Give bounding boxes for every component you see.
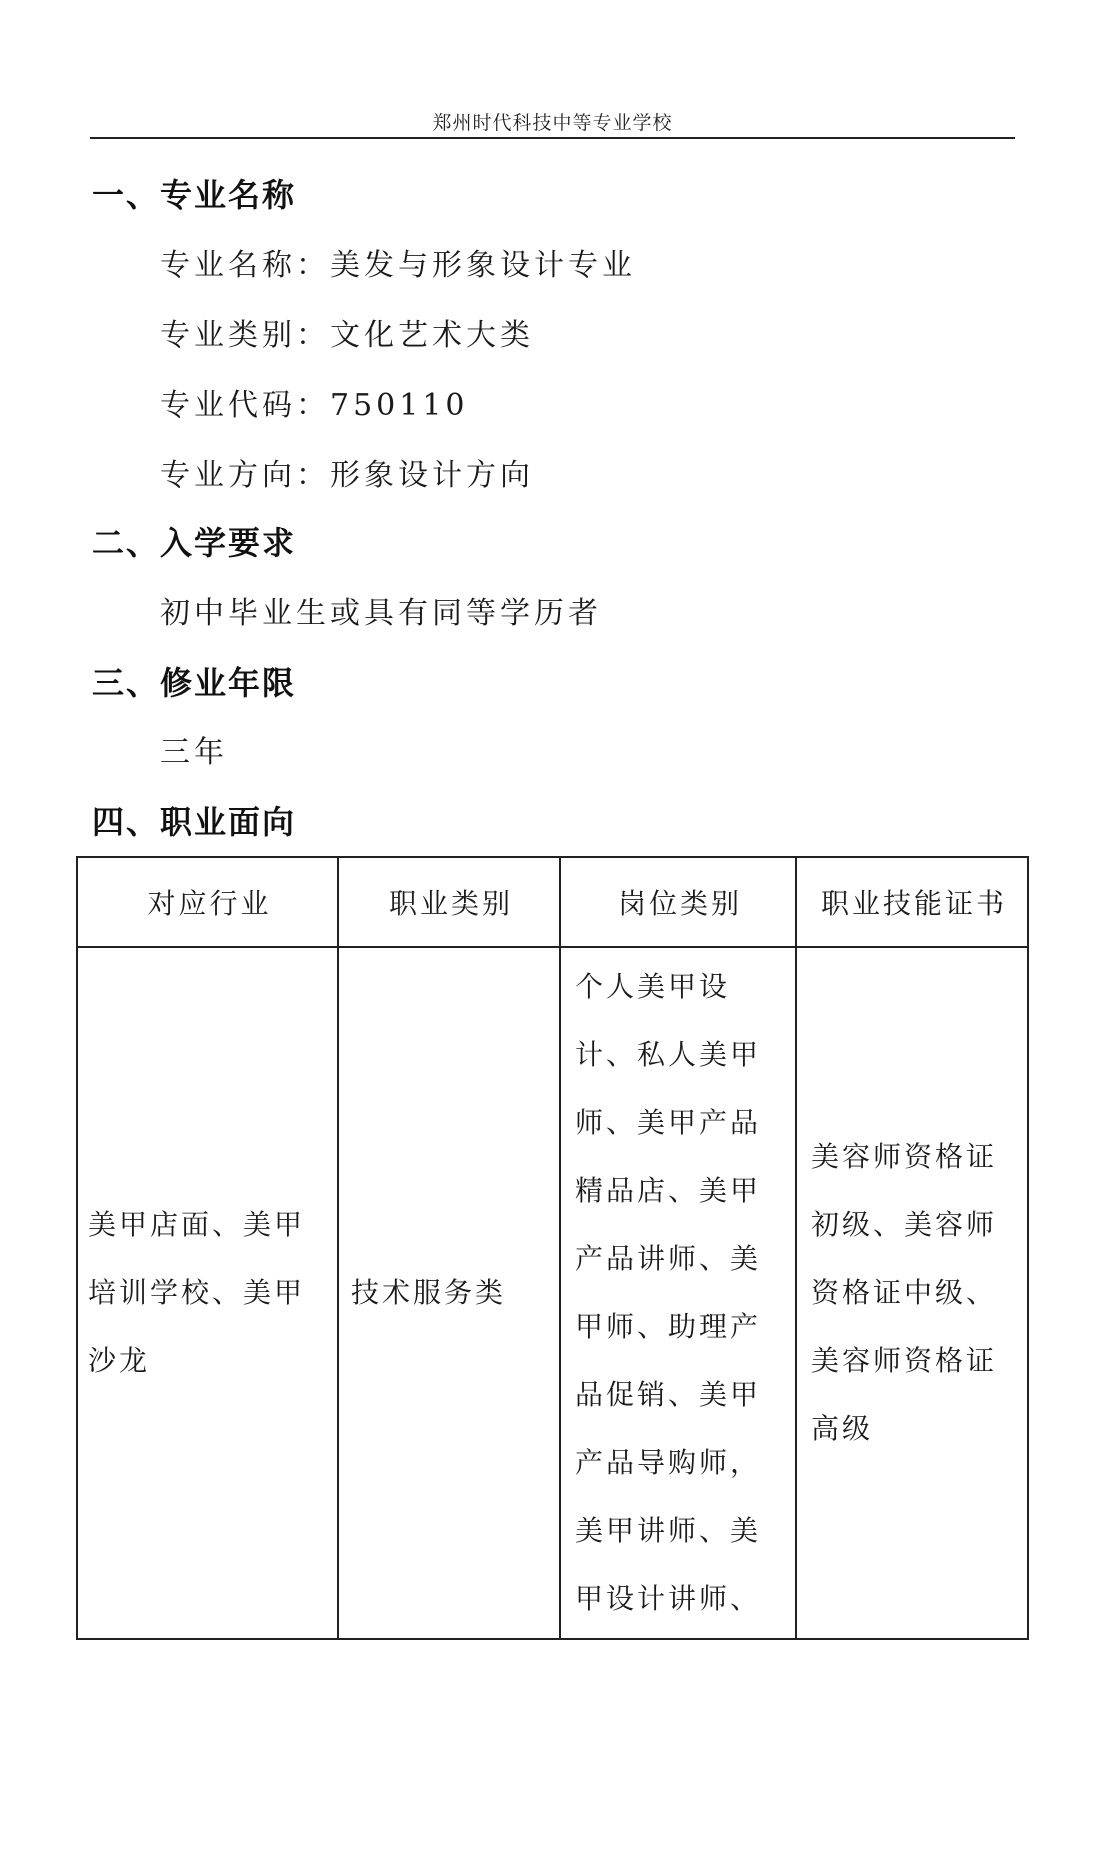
- heading-duration: 三、修业年限: [92, 664, 297, 702]
- admission-text: 初中毕业生或具有同等学历者: [160, 596, 602, 631]
- cell-job-category: [338, 947, 560, 1639]
- cell-positions-text: 个人美甲设计、私人美甲师、美甲产品精品店、美甲产品讲师、美甲师、助理产品促销、美甲产品导购师，美甲讲师、美甲设计讲师、: [575, 970, 762, 1615]
- header-divider: [90, 137, 1015, 139]
- cell-industry-text: 美甲店面、美甲培训学校、美甲沙龙: [88, 1208, 306, 1377]
- heading-career: 四、职业面向: [92, 803, 297, 841]
- header-industry: 对应行业: [77, 857, 338, 947]
- cell-positions: [560, 947, 796, 1639]
- duration-text: 三年: [160, 735, 228, 770]
- cell-certificates-text: 美容师资格证初级、美容师资格证中级、美容师资格证高级: [811, 1140, 998, 1445]
- table-row: [77, 947, 1028, 1639]
- major-code-line: 专业代码：750110: [160, 388, 469, 423]
- major-category-line: 专业类别：文化艺术大类: [160, 318, 534, 353]
- career-table: [76, 856, 1029, 1640]
- cell-certificates: [796, 947, 1028, 1639]
- cell-job-category-text: 技术服务类: [351, 1276, 507, 1309]
- header-job-category: 职业类别: [338, 857, 560, 947]
- page-header-school: 郑州时代科技中等专业学校: [432, 112, 673, 134]
- header-certificate: 职业技能证书: [796, 857, 1028, 947]
- major-name-line: 专业名称：美发与形象设计专业: [160, 248, 636, 283]
- header-position-category: 岗位类别: [560, 857, 796, 947]
- heading-major-name: 一、专业名称: [92, 176, 297, 214]
- table-header-row: [77, 857, 1028, 947]
- cell-industry: [77, 947, 338, 1639]
- heading-admission: 二、入学要求: [92, 524, 297, 562]
- major-direction-line: 专业方向：形象设计方向: [160, 458, 534, 493]
